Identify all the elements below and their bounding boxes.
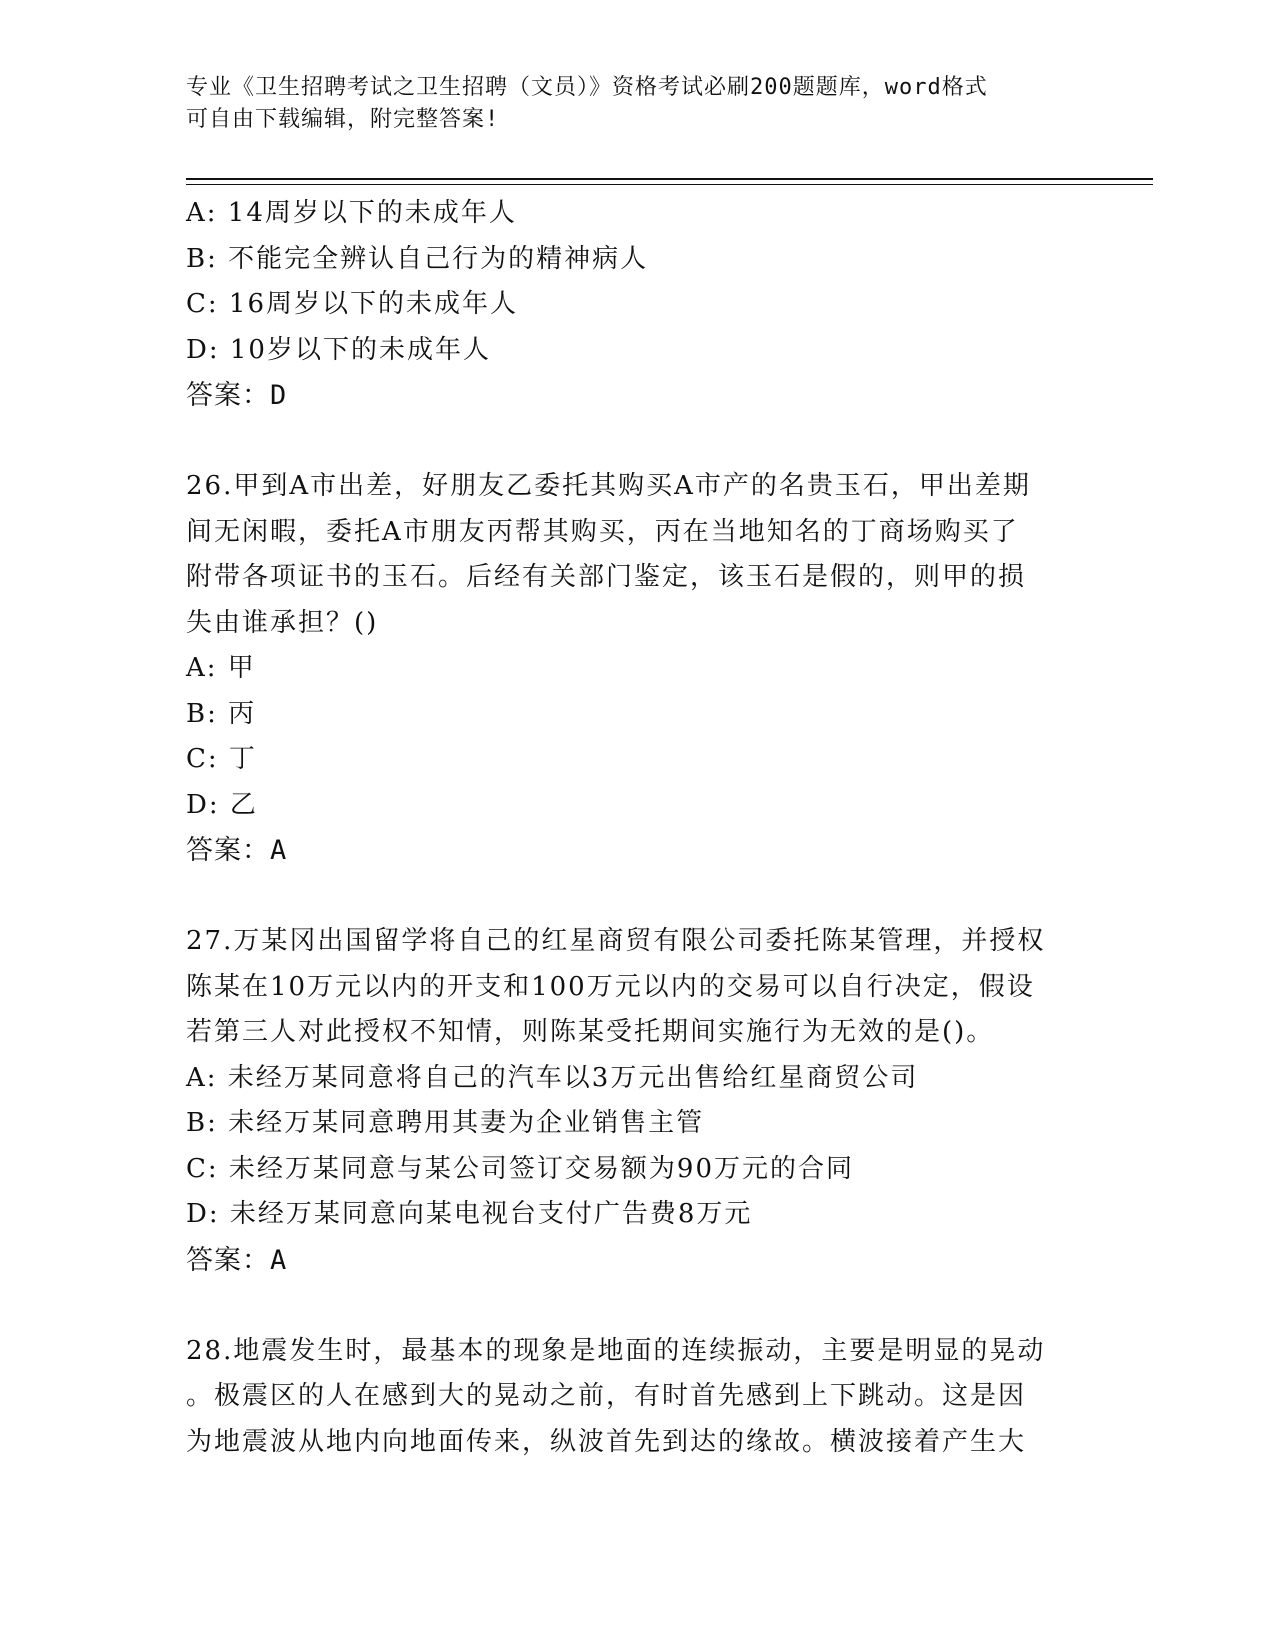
- question-text-line: 陈某在10万元以内的开支和100万元以内的交易可以自行决定，假设: [186, 971, 1035, 1002]
- question-text-line: 为地震波从地内向地面传来，纵波首先到达的缘故。横波接着产生大: [186, 1426, 1027, 1457]
- option-a: A: 14周岁以下的未成年人: [186, 198, 517, 228]
- spacer: [186, 874, 1086, 920]
- header-line-2: 可自由下载编辑，附完整答案!: [186, 107, 500, 132]
- option-b: B: 未经万某同意聘用其妻为企业销售主管: [186, 1108, 705, 1138]
- question-text-line: 附带各项证书的玉石。后经有关部门鉴定，该玉石是假的，则甲的损: [186, 562, 1027, 592]
- option-c: C: 丁: [186, 744, 257, 774]
- question-text-line: 间无闲暇，委托A市朋友丙帮其购买，丙在当地知名的丁商场购买了: [186, 516, 1019, 547]
- question-text-line: 26.甲到A市出差，好朋友乙委托其购买A市产的名贵玉石，甲出差期: [186, 471, 1031, 501]
- document-header: [186, 72, 1086, 136]
- option-c: C: 16周岁以下的未成年人: [186, 289, 519, 319]
- spacer: [186, 419, 1086, 465]
- question-content: [186, 191, 1086, 1465]
- option-c: C: 未经万某同意与某公司签订交易额为90万元的合同: [186, 1153, 855, 1184]
- question-text-line: 失由谁承担？(): [186, 607, 379, 638]
- option-a: A: 未经万某同意将自己的汽车以3万元出售给红星商贸公司: [186, 1062, 919, 1093]
- spacer: [186, 1283, 1086, 1329]
- question-text-line: 28.地震发生时，最基本的现象是地面的连续振动，主要是明显的晃动: [186, 1335, 1046, 1366]
- option-d: D: 未经万某同意向某电视台支付广告费8万元: [186, 1199, 753, 1229]
- question-text-line: 若第三人对此授权不知情，则陈某受托期间实施行为无效的是()。: [186, 1017, 995, 1047]
- question-27: [186, 919, 1086, 1283]
- option-b: B: 丙: [186, 698, 257, 729]
- answer-line: 答案：D: [186, 380, 288, 411]
- header-rule-thick: [186, 178, 1153, 180]
- option-b: B: 不能完全辨认自己行为的精神病人: [186, 243, 649, 274]
- question-text-line: 。极震区的人在感到大的晃动之前，有时首先感到上下跳动。这是因: [186, 1381, 1027, 1411]
- question-25-continued: [186, 191, 1086, 419]
- question-28: [186, 1329, 1086, 1466]
- option-a: A: 甲: [186, 653, 256, 683]
- question-26: [186, 464, 1086, 874]
- option-d: D: 乙: [186, 789, 258, 820]
- question-text-line: 27.万某冈出国留学将自己的红星商贸有限公司委托陈某管理，并授权: [186, 926, 1046, 956]
- answer-line: 答案：A: [186, 1244, 288, 1276]
- answer-line: 答案：A: [186, 835, 288, 866]
- header-line-1: 专业《卫生招聘考试之卫生招聘（文员）》资格考试必刷200题题库，word格式: [186, 75, 988, 100]
- option-d: D: 10岁以下的未成年人: [186, 334, 491, 365]
- header-rule-thin: [186, 184, 1153, 185]
